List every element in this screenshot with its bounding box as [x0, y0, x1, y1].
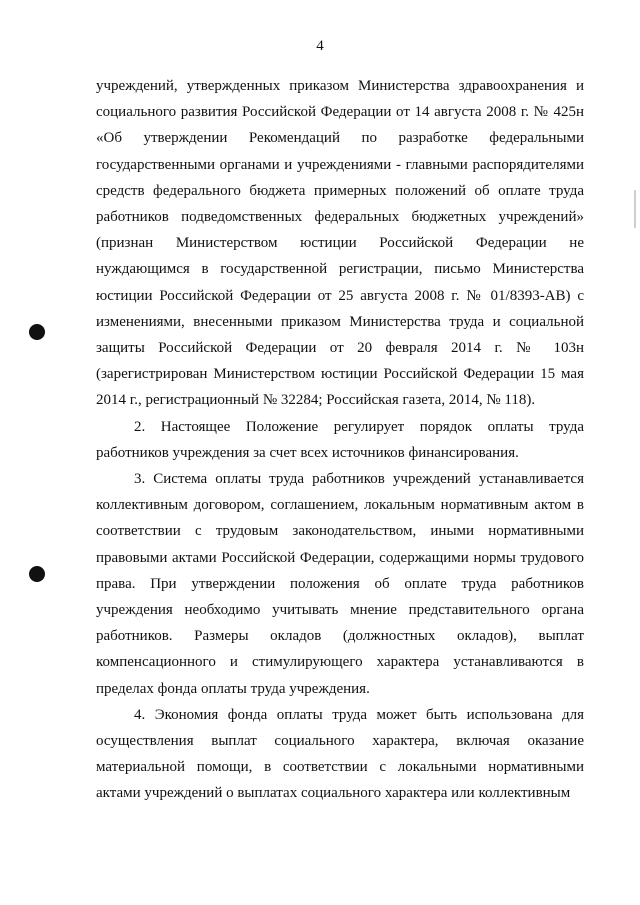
paragraph-clause-2: 2. Настоящее Положение регулирует порядок оплаты труда работников учреждения за счет всех источников финансирования.: [96, 418, 584, 461]
document-text-body: [96, 73, 584, 807]
page-number: 4: [316, 38, 324, 54]
scan-edge-mark: [634, 190, 636, 228]
binder-hole-icon: [29, 566, 45, 582]
paragraph-continuation: учреждений, утвержденных приказом Министерства здравоохранения и социального развития Российской Федерации от 14 августа 2008 г. № 425н «Об утверждении Рекомендаций по разработке федеральными государственными органами и учреждениями - главными распорядителями средств федерального бюджета примерных положений об оплате труда работников подведомственных федеральных бюджетных учреждений» (признан Министерством юстиции Российской Федерации не нуждающимся в государственной регистрации, письмо Министерства юстиции Российской Федерации от 25 августа 2008 г. № 01/8393-АВ) с изменениями, внесенными приказом Министерства труда и социальной защиты Российской Федерации от 20 февраля 2014 г. № 103н (зарегистрирован Министерством юстиции Российской Федерации 15 мая 2014 г., регистрационный № 32284; Российская газета, 2014, № 118).: [96, 78, 584, 409]
paragraph-clause-3: 3. Система оплаты труда работников учреждений устанавливается коллективным договором, соглашением, локальным нормативным актом в соответствии с трудовым законодательством, иными нормативными правовыми актами Российской Федерации, содержащими нормы трудового права. При утверждении положения об оплате труда работников учреждения необходимо учитывать мнение представительного органа работников. Размеры окладов (должностных окладов), выплат компенсационного и стимулирующего характера устанавливаются в пределах фонда оплаты труда учреждения.: [96, 471, 584, 697]
binder-hole-icon: [29, 324, 45, 340]
paragraph-clause-4: 4. Экономия фонда оплаты труда может быть использована для осуществления выплат социального характера, включая оказание материальной помощи, в соответствии с локальными нормативными актами учреждений о выплатах социального характера или коллективным: [96, 706, 584, 802]
